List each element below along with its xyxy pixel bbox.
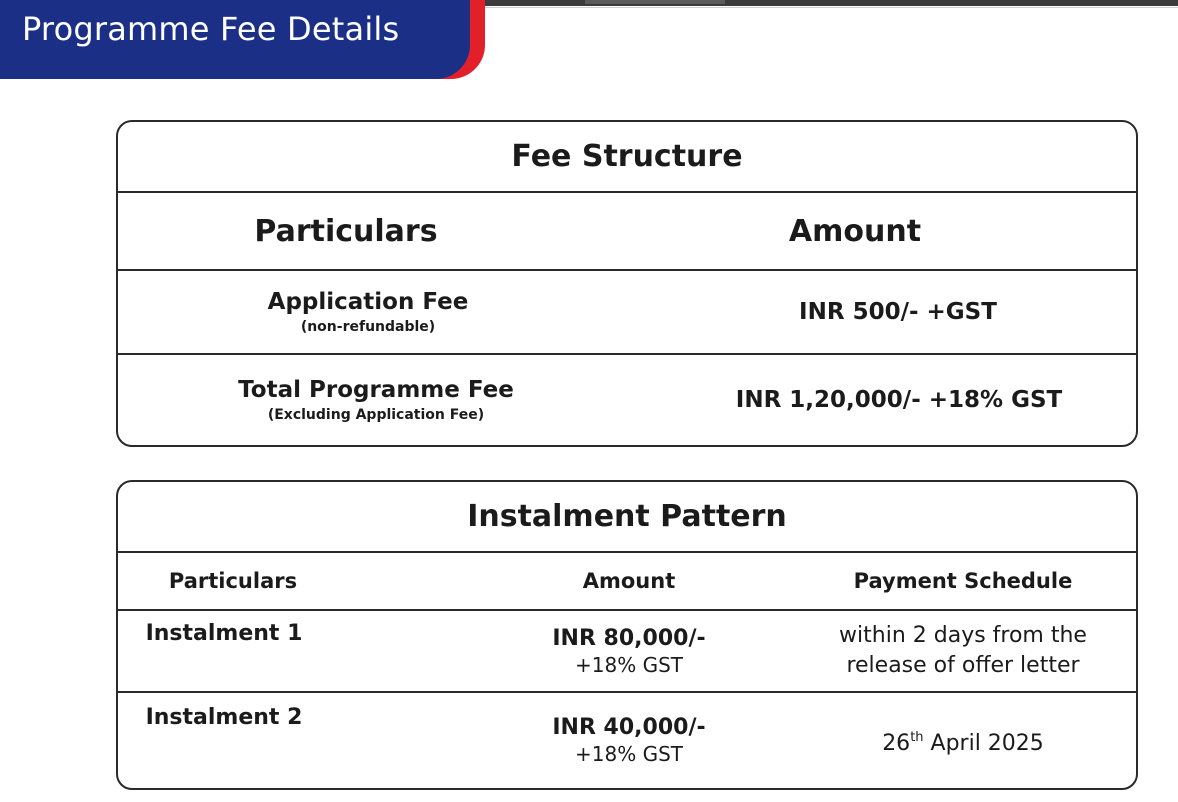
title-banner bbox=[0, 0, 470, 79]
fee-col-particulars: Particulars bbox=[254, 213, 438, 249]
fee-structure-title: Fee Structure bbox=[511, 139, 743, 174]
schedule-line: release of offer letter bbox=[846, 653, 1080, 678]
instalment-title-row bbox=[118, 482, 1136, 551]
header-rule bbox=[480, 7, 1178, 8]
instalment-pattern-title: Instalment Pattern bbox=[467, 499, 787, 534]
instalment-name: Instalment 2 bbox=[145, 705, 303, 730]
instalment-col-amount: Amount bbox=[582, 569, 676, 593]
instalment-tax: +18% GST bbox=[575, 742, 683, 766]
table-row bbox=[118, 269, 1136, 353]
top-bar-segment bbox=[585, 0, 725, 4]
page-title: Programme Fee Details bbox=[22, 10, 400, 48]
fee-col-amount: Amount bbox=[788, 213, 922, 249]
fee-note: (Excluding Application Fee) bbox=[267, 407, 485, 423]
fee-structure-header-row bbox=[118, 191, 1136, 269]
fee-amount: INR 500/- +GST bbox=[799, 299, 997, 325]
instalment-header-row bbox=[118, 551, 1136, 609]
table-row bbox=[118, 353, 1136, 445]
date-suffix: th bbox=[910, 729, 924, 745]
instalment-amount: INR 80,000/- bbox=[552, 625, 706, 651]
fee-particular: Total Programme Fee bbox=[238, 377, 514, 403]
table-row bbox=[118, 691, 1136, 788]
fee-structure-title-row bbox=[118, 122, 1136, 191]
fee-particular: Application Fee bbox=[267, 289, 469, 315]
date-day: 26 bbox=[882, 730, 911, 756]
date-rest: April 2025 bbox=[923, 730, 1044, 756]
instalment-amount: INR 40,000/- bbox=[552, 715, 706, 740]
instalment-name: Instalment 1 bbox=[145, 621, 303, 646]
fee-structure-table bbox=[116, 120, 1138, 447]
instalment-tax: +18% GST bbox=[575, 652, 683, 677]
instalment-pattern-table bbox=[116, 480, 1138, 790]
instalment-col-particulars: Particulars bbox=[168, 569, 298, 593]
fee-note: (non-refundable) bbox=[300, 319, 436, 335]
schedule-line: within 2 days from the bbox=[839, 623, 1087, 648]
table-row bbox=[118, 609, 1136, 691]
schedule-date bbox=[882, 723, 1044, 759]
fee-amount: INR 1,20,000/- +18% GST bbox=[735, 387, 1063, 413]
instalment-col-schedule: Payment Schedule bbox=[853, 569, 1073, 593]
